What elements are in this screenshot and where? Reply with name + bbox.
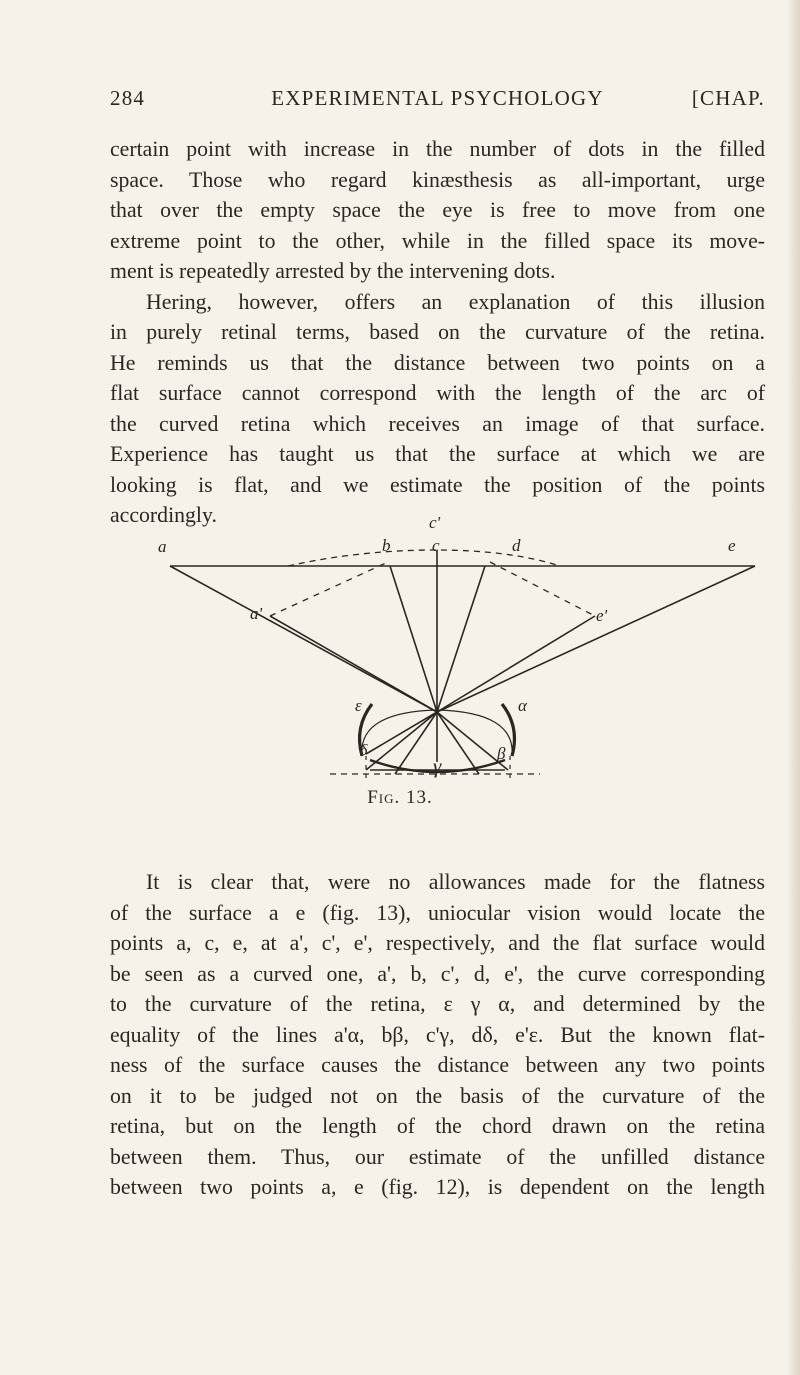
text-line: certain point with increase in the number of dots in the filled: [110, 137, 765, 161]
running-title: EXPERIMENTAL PSYCHOLOGY: [271, 86, 604, 110]
text-line: in purely retinal terms, based on the curvature of the retina.: [110, 320, 765, 344]
text-line: to the curvature of the retina, ε γ α, and determined by the: [110, 992, 765, 1016]
sight-line-e: [437, 566, 755, 712]
sight-line-c-right: [437, 566, 485, 712]
caption-prefix: Fig.: [367, 787, 401, 808]
sight-line-e-prime: [437, 616, 595, 712]
text-line: equality of the lines a'α, bβ, c'γ, dδ, e'ε. But the known flat-: [110, 1022, 765, 1047]
label-alpha: α: [518, 696, 527, 715]
text-line: between two points a, e (fig. 12), is dependent on the length: [110, 1175, 765, 1199]
figure-13-diagram: [140, 512, 770, 782]
dashed-line-a-prime-b: [270, 562, 388, 616]
caption-number: 13.: [406, 787, 433, 808]
text-line: space. Those who regard kinæsthesis as all-important, urge: [110, 167, 765, 192]
text-line: looking is flat, and we estimate the position of the points: [110, 472, 765, 497]
label-b: b: [382, 536, 391, 555]
eye-ray-4: [395, 712, 437, 774]
label-epsilon: ε: [355, 696, 362, 715]
text-line: that over the empty space the eye is free to move from one: [110, 198, 765, 222]
page-edge-shadow: [786, 0, 800, 1375]
text-line: be seen as a curved one, a', b, c', d, e', the curve corresponding: [110, 961, 765, 986]
text-line: extreme point to the other, while in the filled space its move-: [110, 228, 765, 253]
text-line: the curved retina which receives an image of that surface.: [110, 411, 765, 436]
text-line: flat surface cannot correspond with the length of the arc of: [110, 381, 765, 405]
text-line: Experience has taught us that the surface at which we are: [110, 442, 765, 466]
label-e-prime: e': [596, 606, 608, 625]
eye-ray-5: [437, 712, 479, 774]
text-line: He reminds us that the distance between two points on a: [110, 350, 765, 375]
text-line: on it to be judged not on the basis of the curvature of the: [110, 1083, 765, 1108]
dashed-line-d-e-prime: [490, 562, 595, 616]
text-line: It is clear that, were no allowances made for the flatness: [146, 870, 765, 894]
chapter-marker: [CHAP.: [691, 86, 765, 110]
text-line: between them. Thus, our estimate of the unfilled distance: [110, 1144, 765, 1169]
paragraph-1: [110, 134, 765, 531]
eye-ray-3: [366, 712, 437, 754]
label-e: e: [728, 536, 736, 555]
text-line: accordingly.: [110, 503, 217, 527]
paragraph-2: [110, 867, 765, 1203]
sight-line-a-prime: [270, 616, 437, 712]
figure-caption: [0, 787, 800, 809]
label-c-prime: c': [429, 513, 441, 532]
text-line: of the surface a e (fig. 13), uniocular vision would locate the: [110, 900, 765, 925]
label-gamma: γ: [433, 754, 442, 778]
label-beta: β: [497, 744, 506, 763]
text-line: retina, but on the length of the chord drawn on the retina: [110, 1114, 765, 1138]
text-line: ness of the surface causes the distance between any two points: [110, 1053, 765, 1077]
running-header: [110, 86, 765, 118]
label-delta: δ: [360, 742, 368, 759]
text-line: Hering, however, offers an explanation of this illusion: [146, 289, 765, 314]
label-a-prime: a': [250, 604, 263, 623]
label-a: a: [158, 537, 167, 556]
label-d: d: [512, 536, 521, 555]
page-number: 284: [110, 86, 146, 110]
eye-ray-1: [366, 712, 437, 770]
text-line: ment is repeatedly arrested by the intervening dots.: [110, 259, 556, 283]
text-line: points a, c, e, at a', c', e', respectively, and the flat surface would: [110, 931, 765, 955]
label-c: c: [432, 536, 440, 555]
